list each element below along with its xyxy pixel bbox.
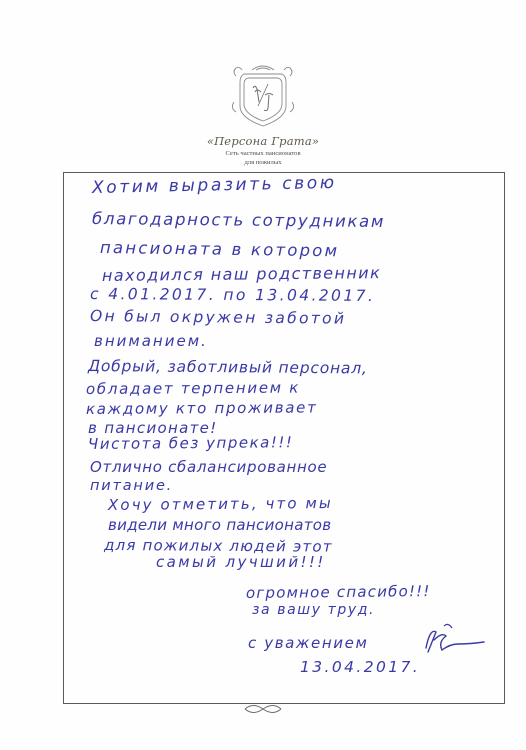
frame-ornament <box>243 702 283 716</box>
letter-line: в пансионате! <box>88 419 218 437</box>
letter-line: вниманием. <box>94 332 208 350</box>
letter-line: питание. <box>90 478 174 494</box>
tagline <box>225 150 300 167</box>
date-line: 13.04.2017. <box>300 658 421 676</box>
thanks-line: за вашу труд. <box>252 602 376 618</box>
letter-line: благодарность сотрудникам <box>91 209 386 232</box>
letter-line: для пожилых людей этот <box>103 536 333 556</box>
tagline-line-2: для пожилых <box>244 158 282 166</box>
letter-line: находился наш родственник <box>101 263 382 285</box>
letter-line: с 4.01.2017. по 13.04.2017. <box>89 285 376 305</box>
closing-line: с уважением <box>248 634 369 652</box>
tagline-line-1: Сеть частных пансионатов <box>225 150 301 157</box>
letter-line: Он был окружен заботой <box>89 307 347 328</box>
handwritten-signature <box>420 622 490 658</box>
letter-line: Чистота без упрека!!! <box>87 433 294 453</box>
brand-name: «Персона Грата» <box>206 134 320 148</box>
letter-line: Добрый, заботливый персонал, <box>87 357 368 378</box>
letter-line: видели много пансионатов <box>108 516 332 534</box>
letterhead <box>0 62 526 167</box>
letter-line: пансионата в котором <box>99 238 340 261</box>
letter-line: каждому кто проживает <box>85 398 318 418</box>
letter-line: Отлично сбалансированное <box>90 458 328 476</box>
letter-line: Хочу отметить, что мы <box>107 494 333 514</box>
letter-line: Хотим выразить свою <box>91 172 337 198</box>
persona-grata-logo <box>226 62 300 132</box>
letter-line: обладает терпением к <box>85 378 301 398</box>
letter-line: самый лучший!!! <box>156 553 326 571</box>
thanks-line: огромное спасибо!!! <box>245 582 431 602</box>
